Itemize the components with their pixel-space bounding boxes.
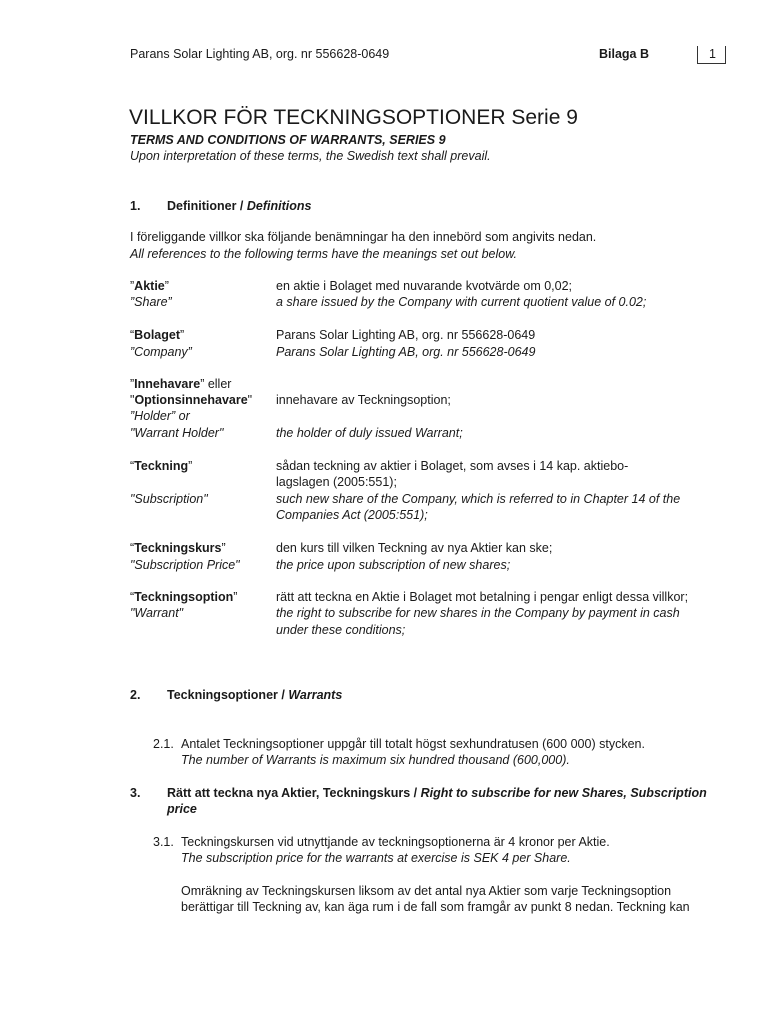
page-title: VILLKOR FÖR TECKNINGSOPTIONER Serie 9 [129,106,578,129]
term-teckning: “Teckning” [130,459,193,473]
section-1-number: 1. [130,199,141,213]
def-teckningsoption-en-1: the right to subscribe for new shares in the Company by payment in cash [276,606,680,620]
def-bolaget-sv: Parans Solar Lighting AB, org. nr 556628-0649 [276,328,536,342]
def-bolaget-en: Parans Solar Lighting AB, org. nr 556628-0649 [276,345,536,359]
header-company: Parans Solar Lighting AB, org. nr 556628-0649 [130,47,390,61]
item-3-1-number: 3.1. [153,835,174,849]
term-innehavare: ”Innehavare” eller [130,377,232,391]
def-innehavare-sv: innehavare av Teckningsoption; [276,393,451,407]
item-3-1-para-line-1: Omräkning av Teckningskursen liksom av det antal nya Aktier som varje Teckningsoption [181,884,672,898]
page-subtitle: TERMS AND CONDITIONS OF WARRANTS, SERIES 9 [130,133,446,147]
definitions-intro-en: All references to the following terms have the meanings set out below. [130,247,518,261]
term-holder-en: ”Holder” or [130,409,190,423]
term-teckningsoption-en: "Warrant" [130,606,184,620]
item-2-1-number: 2.1. [153,737,174,751]
def-teckning-sv-2: lagslagen (2005:551); [276,475,397,489]
section-2-title-en: Warrants [288,688,343,702]
term-teckningskurs-en: "Subscription Price" [130,558,240,572]
term-bolaget: “Bolaget” [130,328,185,342]
def-teckning-sv-1: sådan teckning av aktier i Bolaget, som avses i 14 kap. aktiebo- [276,459,629,473]
term-aktie: ”Aktie” [130,279,169,293]
item-3-1-sv: Teckningskursen vid utnyttjande av teckningsoptionerna är 4 kronor per Aktie. [181,835,610,849]
term-teckningskurs: “Teckningskurs” [130,541,226,555]
def-teckningskurs-en: the price upon subscription of new shares; [276,558,511,572]
header-divider-left [697,46,698,64]
def-aktie-en: a share issued by the Company with current quotient value of 0.02; [276,295,647,309]
section-1-title-en: Definitions [246,199,312,213]
prevail-note: Upon interpretation of these terms, the Swedish text shall prevail. [130,149,491,163]
header-underline [697,63,726,64]
term-teckning-en: "Subscription" [130,492,208,506]
definitions-intro-sv: I föreliggande villkor ska följande benämningar ha den innebörd som angivits nedan. [130,230,597,244]
header-appendix: Bilaga B [599,47,650,61]
header-page-number: 1 [709,47,716,61]
def-innehavare-en: the holder of duly issued Warrant; [276,426,463,440]
section-1-title-sv: Definitioner / [167,199,244,213]
item-2-1-sv: Antalet Teckningsoptioner uppgår till totalt högst sexhundratusen (600 000) stycken. [181,737,645,751]
section-1-heading [167,198,311,215]
item-2-1-en: The number of Warrants is maximum six hundred thousand (600,000). [181,753,570,767]
term-warrant-holder-en: "Warrant Holder" [130,426,224,440]
section-2-number: 2. [130,688,141,702]
section-2-heading [167,687,342,704]
section-3-number: 3. [130,786,141,800]
term-optionsinnehavare: "Optionsinnehavare" [130,393,253,407]
section-3-title-en-2: price [167,802,197,816]
def-aktie-sv: en aktie i Bolaget med nuvarande kvotvärde om 0,02; [276,279,573,293]
item-3-1-en: The subscription price for the warrants at exercise is SEK 4 per Share. [181,851,571,865]
def-teckningsoption-en-2: under these conditions; [276,623,406,637]
def-teckningsoption-sv: rätt att teckna en Aktie i Bolaget mot betalning i pengar enligt dessa villkor; [276,590,689,604]
term-bolaget-en: ”Company” [130,345,192,359]
section-2-title-sv: Teckningsoptioner / [167,688,285,702]
def-teckningskurs-sv: den kurs till vilken Teckning av nya Aktier kan ske; [276,541,553,555]
def-teckning-en-2: Companies Act (2005:551); [276,508,428,522]
def-teckning-en-1: such new share of the Company, which is referred to in Chapter 14 of the [276,492,681,506]
term-teckningsoption: “Teckningsoption” [130,590,238,604]
section-3-heading [167,785,707,802]
term-aktie-en: ”Share” [130,295,172,309]
header-divider-right [725,46,726,64]
section-3-title-sv: Rätt att teckna nya Aktier, Teckningskurs / [167,786,418,800]
section-3-title-en-1: Right to subscribe for new Shares, Subscription [420,786,707,800]
item-3-1-para-line-2: berättigar till Teckning av, kan äga rum i de fall som framgår av punkt 8 nedan. Teckning kan [181,900,690,914]
